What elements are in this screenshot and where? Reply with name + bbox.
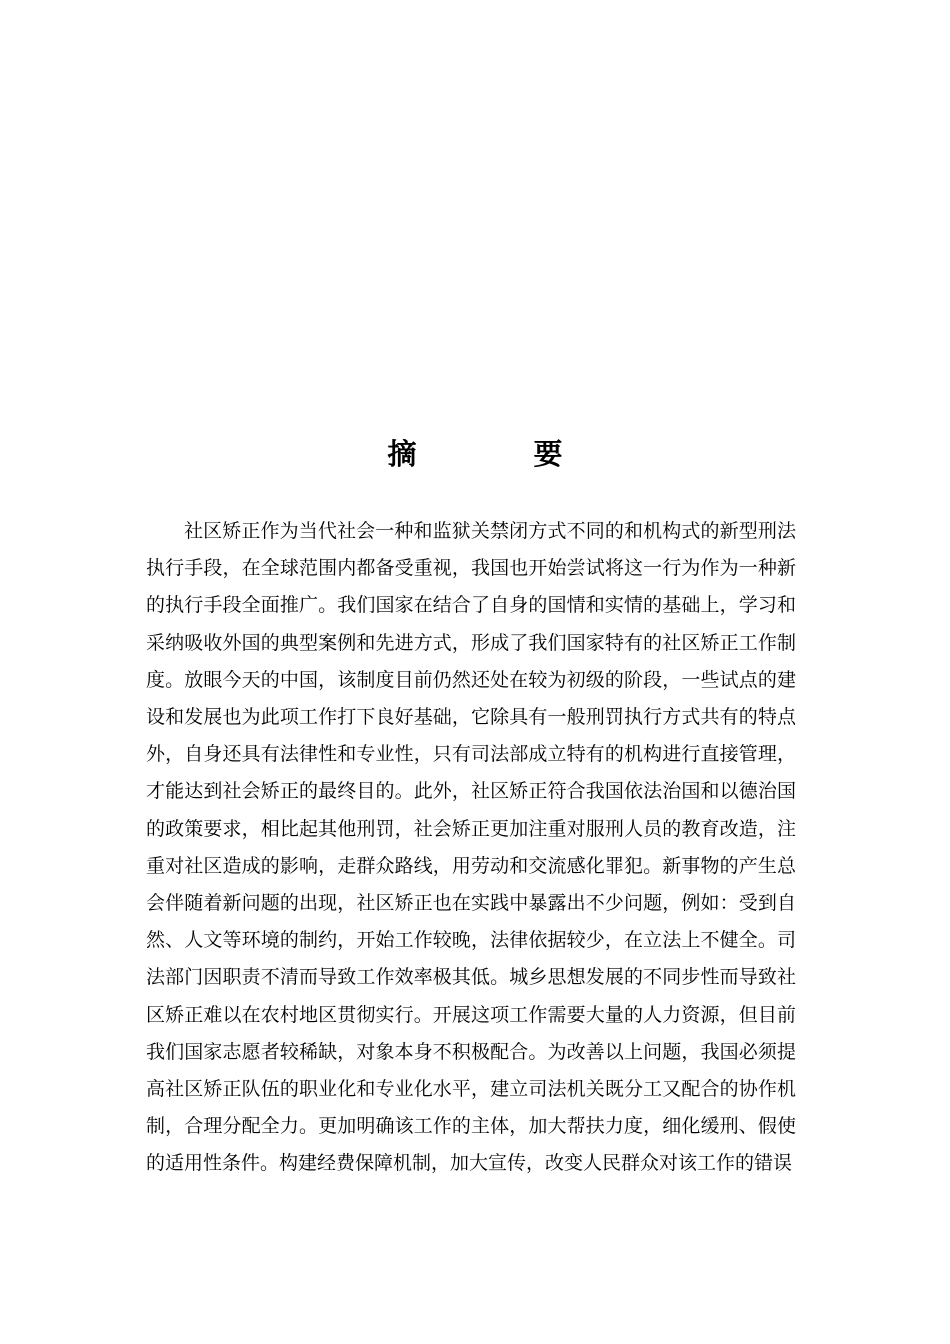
abstract-paragraph: 社区矫正作为当代社会一种和监狱关禁闭方式不同的和机构式的新型刑法执行手段，在全球范围内都备受重视，我国也开始尝试将这一行为作为一种新的执行手段全面推广。我们国家在结合了自身的国情和实情的基础上，学习和采纳吸收外国的典型案例和先进方式，形成了我们国家特有的社区矫正工作制度。放眼今天的中国，该制度目前仍然还处在较为初级的阶段，一些试点的建设和发展也为此项工作打下良好基础，它除具有一般刑罚执行方式共有的特点外，自身还具有法律性和专业性，只有司法部成立特有的机构进行直接管理，才能达到社会矫正的最终目的。此外，社区矫正符合我国依法治国和以德治国的政策要求，相比起其他刑罚，社会矫正更加注重对服刑人员的教育改造，注重对社区造成的影响，走群众路线，用劳动和交流感化罪犯。新事物的产生总会伴随着新问题的出现，社区矫正也在实践中暴露出不少问题，例如：受到自然、人文等环境的制约，开始工作较晚，法律依据较少，在立法上不健全。司法部门因职责不清而导致工作效率极其低。城乡思想发展的不同步性而导致社区矫正难以在农村地区贯彻实行。开展这项工作需要大量的人力资源，但目前我们国家志愿者较稀缺，对象本身不积极配合。为改善以上问题，我国必须提高社区矫正队伍的职业化和专业化水平，建立司法机关既分工又配合的协作机制，合理分配全力。更加明确该工作的主体，加大帮扶力度，细化缓刑、假使的适用性条件。构建经费保障机制，加大宣传，改变人民群众对该工作的错误 xyxy=(146,520,796,1175)
abstract-title: 摘 要 xyxy=(387,437,607,471)
